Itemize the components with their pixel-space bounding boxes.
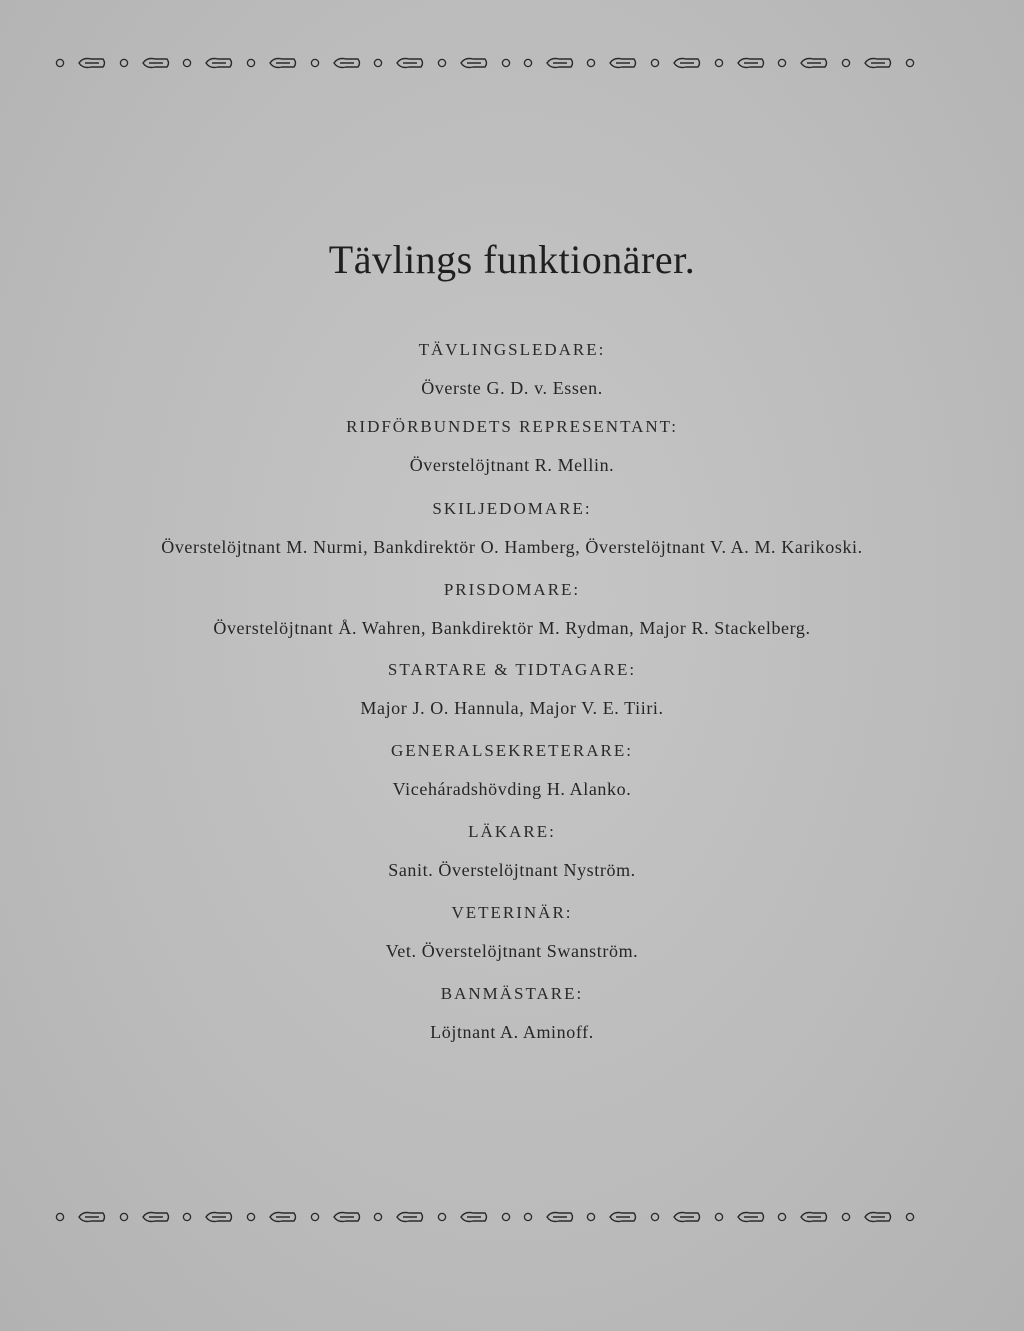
section-prisdomare (0, 578, 1024, 640)
ornament-link-icon (608, 56, 638, 70)
top-ornament-border (55, 54, 915, 72)
ornament-link-icon (395, 1210, 425, 1224)
ornament-link-icon (799, 1210, 829, 1224)
ornament-ring-icon (586, 1212, 596, 1222)
ornament-ring-icon (310, 58, 320, 68)
ornament-link-icon (459, 1210, 489, 1224)
section-veterinar (0, 901, 1024, 963)
ornament-link-icon (736, 1210, 766, 1224)
ornament-ring-icon (119, 1212, 129, 1222)
ornament-link-icon (204, 1210, 234, 1224)
ornament-link-icon (545, 1210, 575, 1224)
ornament-ring-icon (437, 58, 447, 68)
ornament-ring-icon (650, 58, 660, 68)
section-heading: GENERALSEKRETERARE: (391, 741, 633, 760)
section-tavlingsledare (0, 338, 1024, 400)
ornament-link-icon (268, 56, 298, 70)
section-heading: STARTARE & TIDTAGARE: (387, 660, 637, 679)
section-startare-tidtagare (0, 658, 1024, 720)
ornament-link-icon (459, 56, 489, 70)
section-names: Löjtnant A. Aminoff. (430, 1022, 594, 1042)
ornament-ring-icon (501, 1212, 511, 1222)
ornament-ring-icon (714, 58, 724, 68)
ornament-ring-icon (777, 1212, 787, 1222)
ornament-link-icon (141, 56, 171, 70)
ornament-ring-icon (373, 1212, 383, 1222)
ornament-link-icon (141, 1210, 171, 1224)
section-generalsekreterare (0, 739, 1024, 801)
section-heading: VETERINÄR: (451, 903, 573, 922)
ornament-link-icon (268, 1210, 298, 1224)
ornament-link-icon (672, 1210, 702, 1224)
section-heading: SKILJEDOMARE: (432, 499, 592, 518)
ornament-ring-icon (905, 1212, 915, 1222)
section-names: Sanit. Överstelöjtnant Nyström. (388, 860, 636, 880)
ornament-ring-icon (586, 58, 596, 68)
ornament-link-icon (77, 56, 107, 70)
ornament-link-icon (77, 1210, 107, 1224)
section-heading: BANMÄSTARE: (440, 984, 584, 1003)
ornament-ring-icon (777, 58, 787, 68)
ornament-ring-icon (650, 1212, 660, 1222)
section-heading: LÄKARE: (468, 822, 556, 841)
ornament-ring-icon (55, 1212, 65, 1222)
ornament-ring-icon (841, 58, 851, 68)
section-names: Major J. O. Hannula, Major V. E. Tiiri. (360, 698, 664, 718)
section-names: Viceháradshövding H. Alanko. (392, 779, 632, 799)
ornament-ring-icon (501, 58, 511, 68)
ornament-link-icon (545, 56, 575, 70)
section-heading: RIDFÖRBUNDETS REPRESENTANT: (346, 417, 678, 436)
page-title: Tävlings funktionärer. (328, 237, 696, 282)
section-names: Vet. Överstelöjtnant Swanström. (385, 941, 639, 961)
ornament-ring-icon (119, 58, 129, 68)
ornament-ring-icon (523, 58, 533, 68)
ornament-ring-icon (437, 1212, 447, 1222)
ornament-link-icon (332, 1210, 362, 1224)
ornament-ring-icon (714, 1212, 724, 1222)
ornament-link-icon (672, 56, 702, 70)
section-banmastare (0, 982, 1024, 1044)
section-lakare (0, 820, 1024, 882)
ornament-ring-icon (182, 1212, 192, 1222)
section-skiljedomare (0, 497, 1024, 559)
section-names: Överstelöjtnant R. Mellin. (409, 455, 615, 475)
ornament-link-icon (863, 1210, 893, 1224)
ornament-ring-icon (55, 58, 65, 68)
ornament-ring-icon (905, 58, 915, 68)
ornament-link-icon (799, 56, 829, 70)
ornament-link-icon (395, 56, 425, 70)
ornament-ring-icon (841, 1212, 851, 1222)
ornament-link-icon (204, 56, 234, 70)
section-representant (0, 415, 1024, 477)
ornament-link-icon (736, 56, 766, 70)
ornament-ring-icon (182, 58, 192, 68)
bottom-ornament-border (55, 1208, 915, 1226)
ornament-ring-icon (373, 58, 383, 68)
ornament-ring-icon (246, 58, 256, 68)
section-heading: TÄVLINGSLEDARE: (418, 340, 606, 359)
section-names: Överstelöjtnant Å. Wahren, Bankdirektör M. Rydman, Major R. Stackelberg. (213, 618, 811, 638)
ornament-link-icon (608, 1210, 638, 1224)
section-names: Överstelöjtnant M. Nurmi, Bankdirektör O. Hamberg, Överstelöjtnant V. A. M. Karikoski. (161, 537, 863, 557)
ornament-link-icon (863, 56, 893, 70)
ornament-ring-icon (246, 1212, 256, 1222)
ornament-ring-icon (523, 1212, 533, 1222)
section-heading: PRISDOMARE: (443, 580, 581, 599)
section-names: Överste G. D. v. Essen. (421, 378, 603, 398)
ornament-ring-icon (310, 1212, 320, 1222)
ornament-link-icon (332, 56, 362, 70)
